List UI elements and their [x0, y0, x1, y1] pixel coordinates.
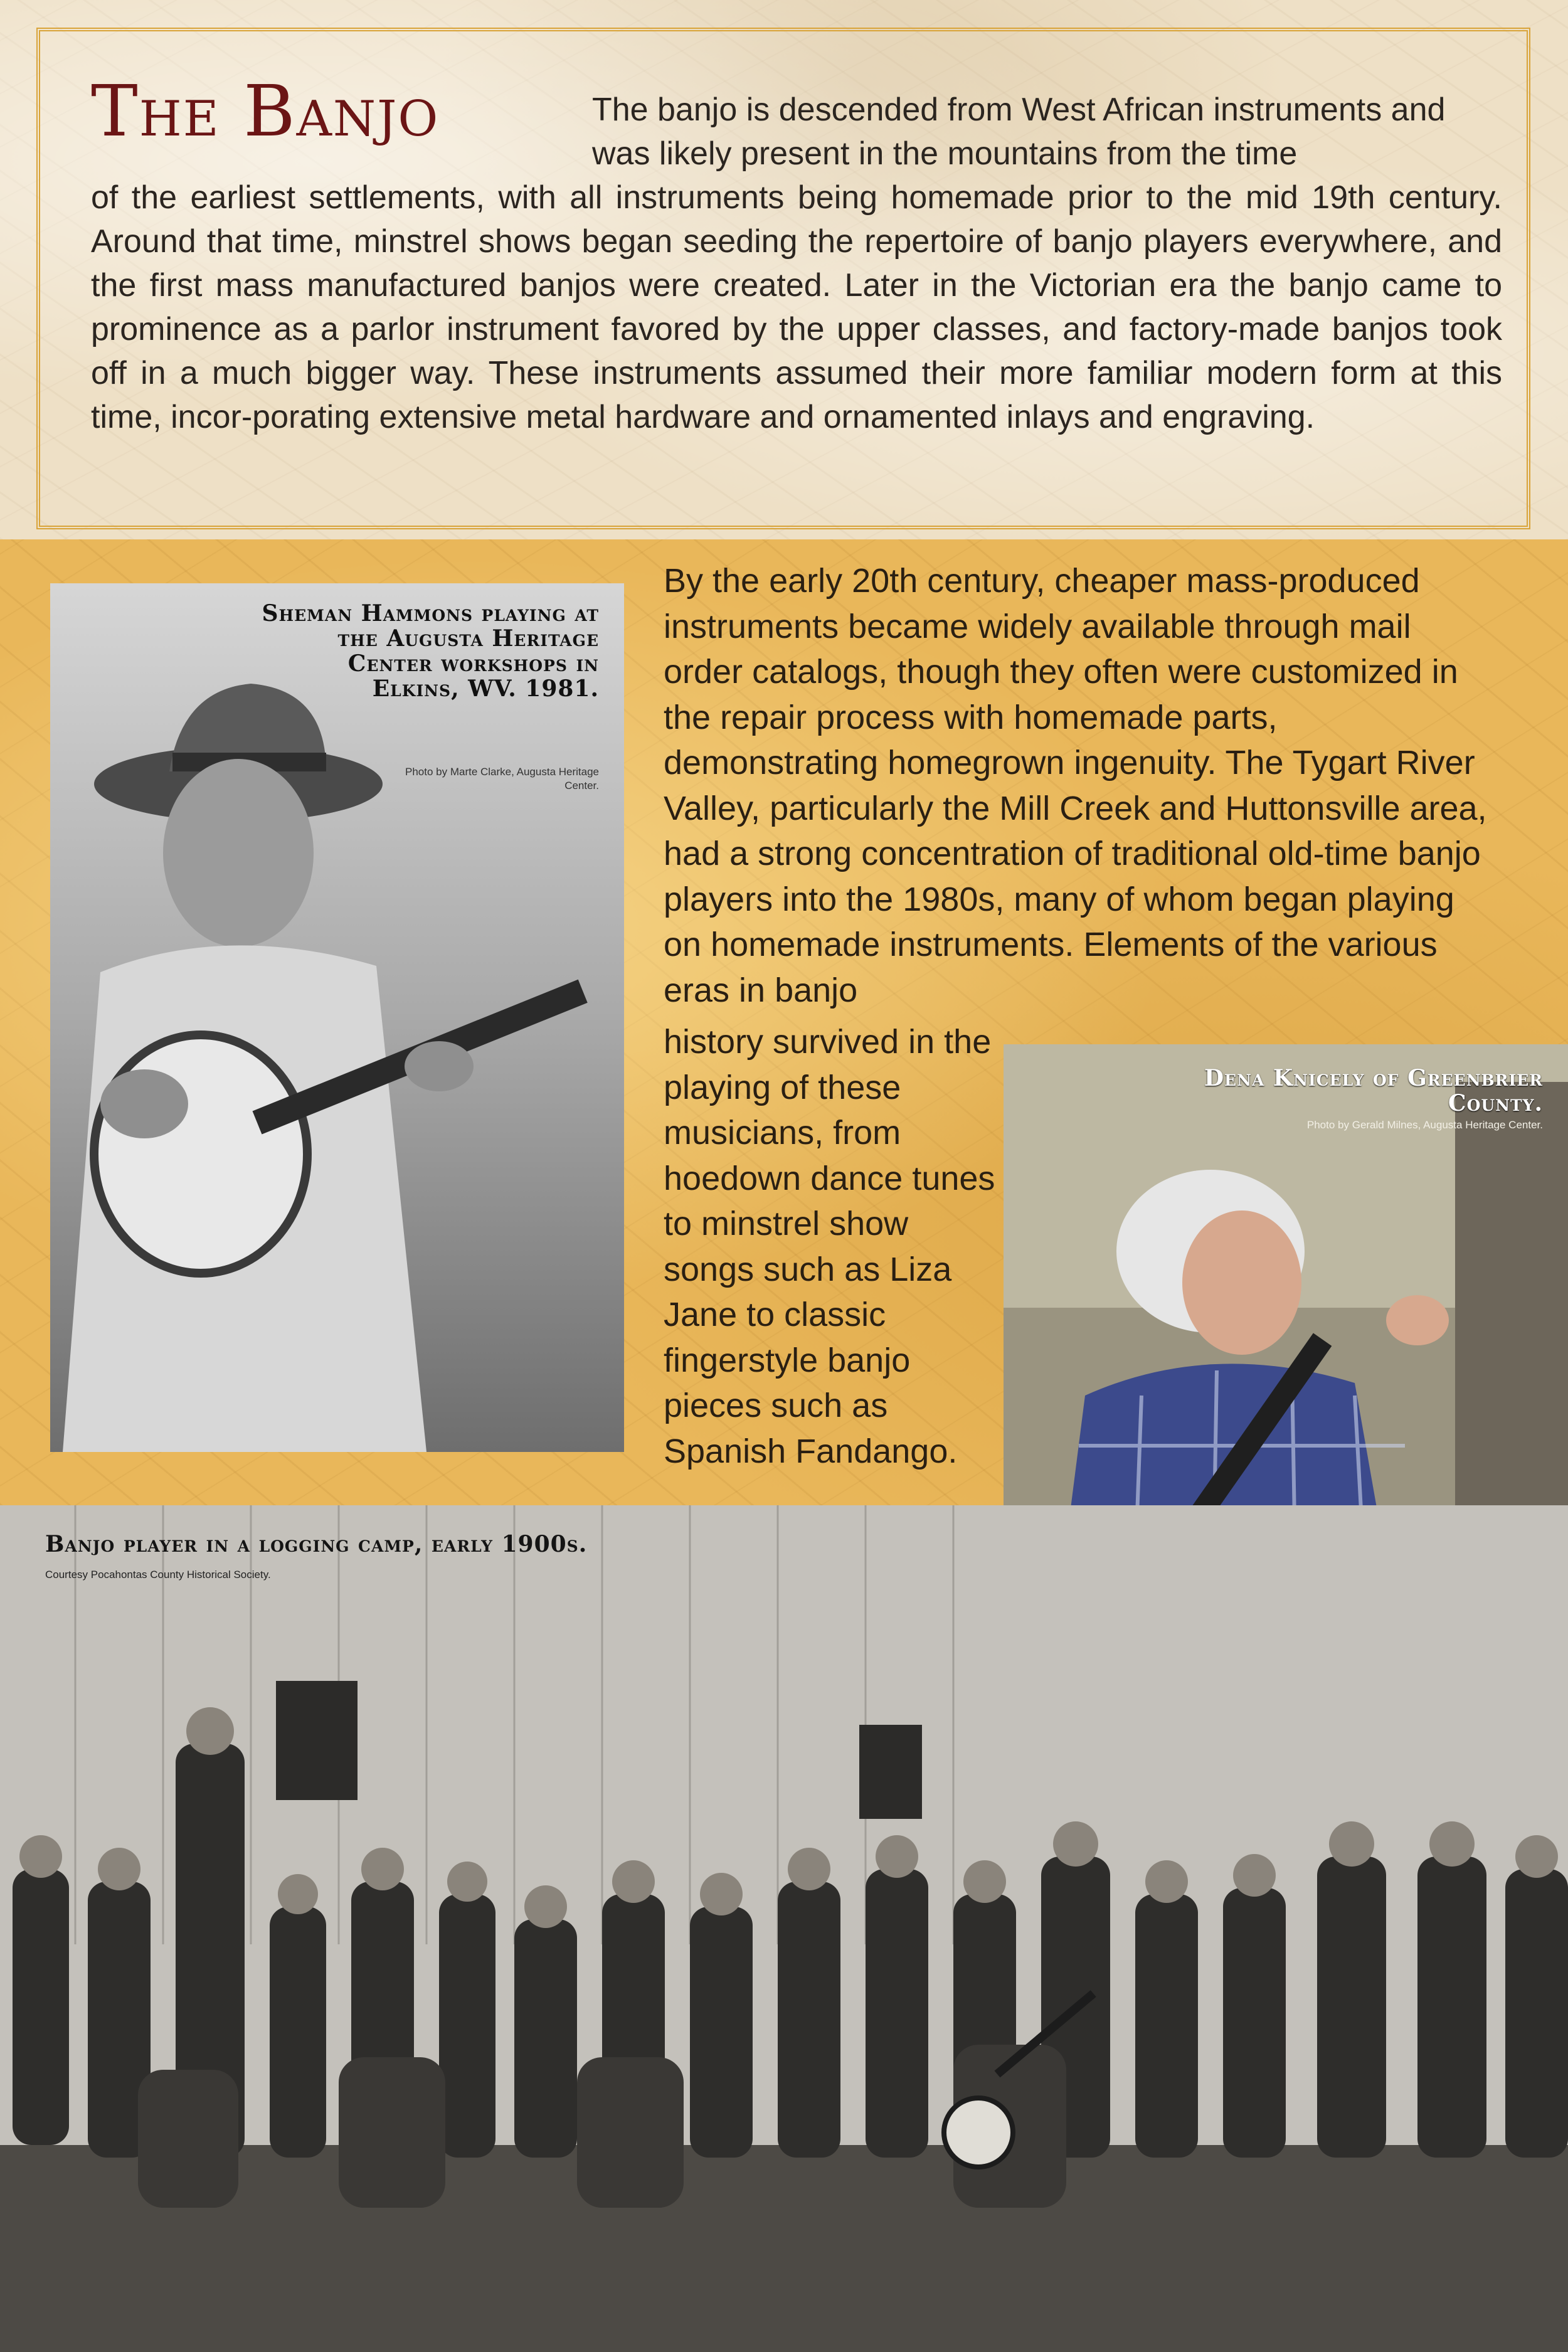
- photo-caption-camp: Banjo player in a logging camp, early 1900s.: [45, 1531, 588, 1557]
- photo-credit-hammons: Photo by Marte Clarke, Augusta Heritage Center.: [405, 766, 599, 792]
- photo-sheman-hammons: [50, 583, 624, 1452]
- photo-logging-camp: [0, 1505, 1568, 2352]
- page-title: The Banjo: [91, 71, 440, 152]
- intro-text: of the earliest settlements, with all instruments being homemade prior to the mid 19th century. Around that time, minstrel shows began seeding the repertoire of banjo players everywhere, and the first mass manufactured banjos were created. Later in the Victorian era the banjo came to prominence as a parlor instrument favored by the upper classes, and factory-made banjos took off in a much bigger way. These instruments assumed their more familiar modern form at this time, incor-porating extensive metal hardware and ornamented inlays and engraving.: [91, 179, 1502, 435]
- banjo-player-illustration: [50, 583, 624, 1452]
- body-paragraph-continued: history survived in the playing of these musicians, from hoedown dance tunes to minstrel show songs such as Liza Jane to classic fingerstyle banjo pieces such as Spanish Fandango.: [664, 1023, 995, 1470]
- photo-credit-knicely: Photo by Gerald Milnes, Augusta Heritage Center.: [1306, 1119, 1543, 1131]
- logging-camp-group-illustration: [0, 1505, 1568, 2352]
- photo-credit-camp: Courtesy Pocahontas County Historical Society.: [45, 1569, 271, 1581]
- intro-text-first-lines: The banjo is descended from West African instruments and was likely present in the mountains from the time: [592, 92, 1446, 172]
- photo-caption-hammons: Sheman Hammons playing at the Augusta Heritage Center workshops in Elkins, WV. 1981.: [262, 600, 599, 702]
- body-paragraph: By the early 20th century, cheaper mass-produced instruments became widely available through mail order catalogs, though they often were customized in the repair process with homemade parts, demonstrating homegrown ingenuity. The Tygart River Valley, particularly the Mill Creek and Huttonsville area, had a strong concentration of traditional old-time banjo players into the 1980s, many of whom began playing on homemade instruments. Elements of the various eras in banjo: [664, 562, 1487, 1009]
- photo-caption-knicely: Dena Knicely of Greenbrier County.: [1204, 1065, 1543, 1116]
